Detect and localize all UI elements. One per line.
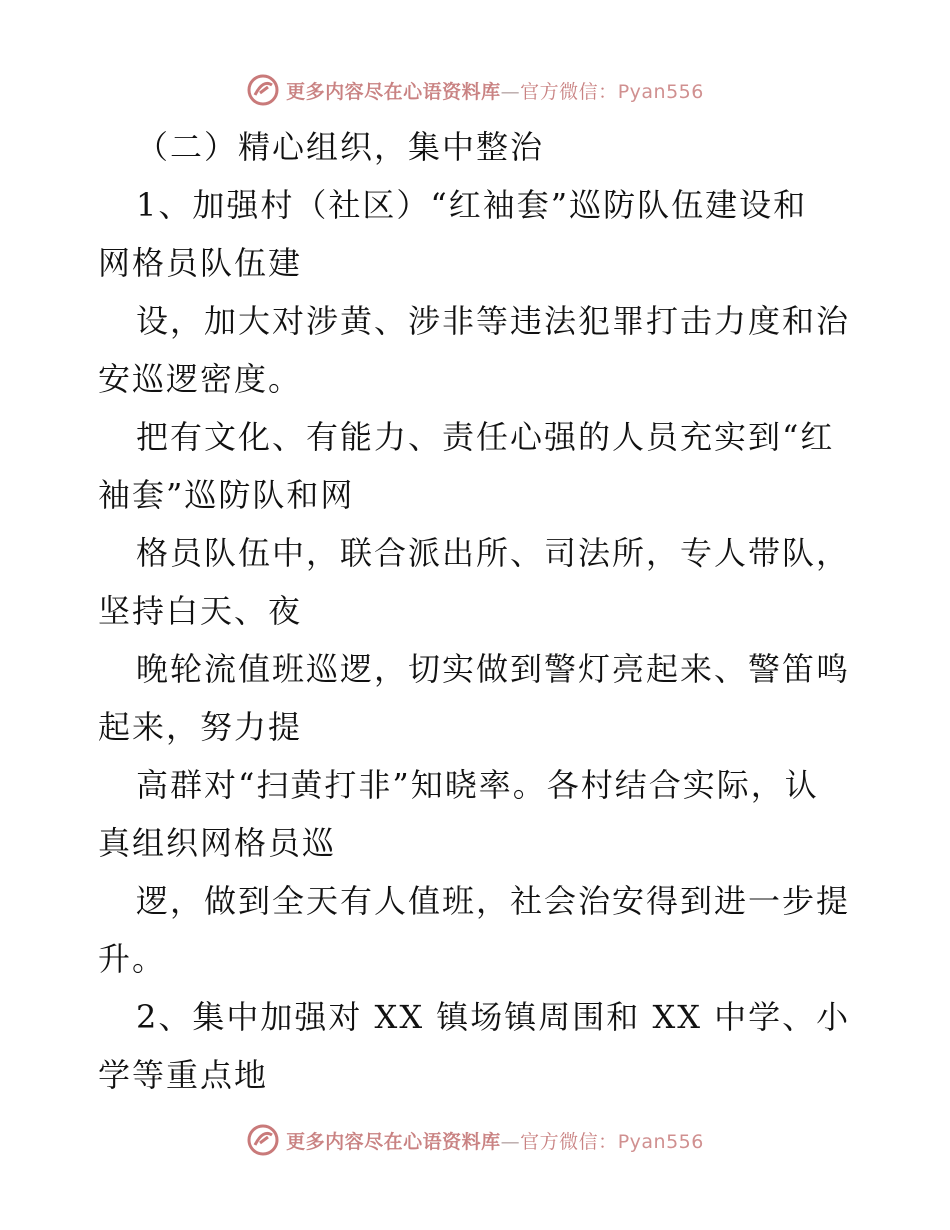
text-line: 安巡逻密度。 (98, 360, 303, 398)
text-line: 起来，努力提 (98, 708, 303, 746)
brand-logo-icon (246, 1123, 280, 1157)
watermark-account: Pyan556 (617, 80, 704, 103)
text-line: 高群对“扫黄打非”知晓率。各村结合实际，认 (136, 766, 819, 804)
watermark-account: Pyan556 (617, 1130, 704, 1153)
watermark-footer (0, 1120, 950, 1160)
watermark-label: 官方微信： (520, 80, 618, 103)
text-line: 升。 (98, 940, 167, 978)
watermark-site: 更多内容尽在心语资料库 (286, 80, 501, 103)
text-line: 学等重点地 (98, 1056, 269, 1094)
text-line: 格员队伍中，联合派出所、司法所，专人带队， (136, 534, 851, 572)
text-line: 真组织网格员巡 (98, 824, 337, 862)
document-body (98, 118, 858, 1104)
text-line: 2、集中加强对 XX 镇场镇周围和 XX 中学、小 (136, 998, 851, 1036)
watermark-separator: — (500, 1130, 521, 1153)
text-line: 把有文化、有能力、责任心强的人员充实到“红 (136, 418, 835, 456)
watermark-label: 官方微信： (520, 1130, 618, 1153)
text-line: 坚持白天、夜 (98, 592, 303, 630)
watermark-header (0, 70, 950, 110)
text-line: 网格员队伍建 (98, 244, 303, 282)
text-line: 1、加强村（社区）“红袖套”巡防队伍建设和 (136, 186, 808, 224)
text-line: 逻，做到全天有人值班，社会治安得到进一步提 (136, 882, 851, 920)
watermark-site: 更多内容尽在心语资料库 (286, 1130, 501, 1153)
text-line: 袖套”巡防队和网 (98, 476, 355, 514)
text-line: （二）精心组织，集中整治 (136, 128, 545, 166)
brand-logo-icon (246, 73, 280, 107)
text-line: 晚轮流值班巡逻，切实做到警灯亮起来、警笛鸣 (136, 650, 851, 688)
text-line: 设，加大对涉黄、涉非等违法犯罪打击力度和治 (136, 302, 851, 340)
watermark-separator: — (500, 80, 521, 103)
